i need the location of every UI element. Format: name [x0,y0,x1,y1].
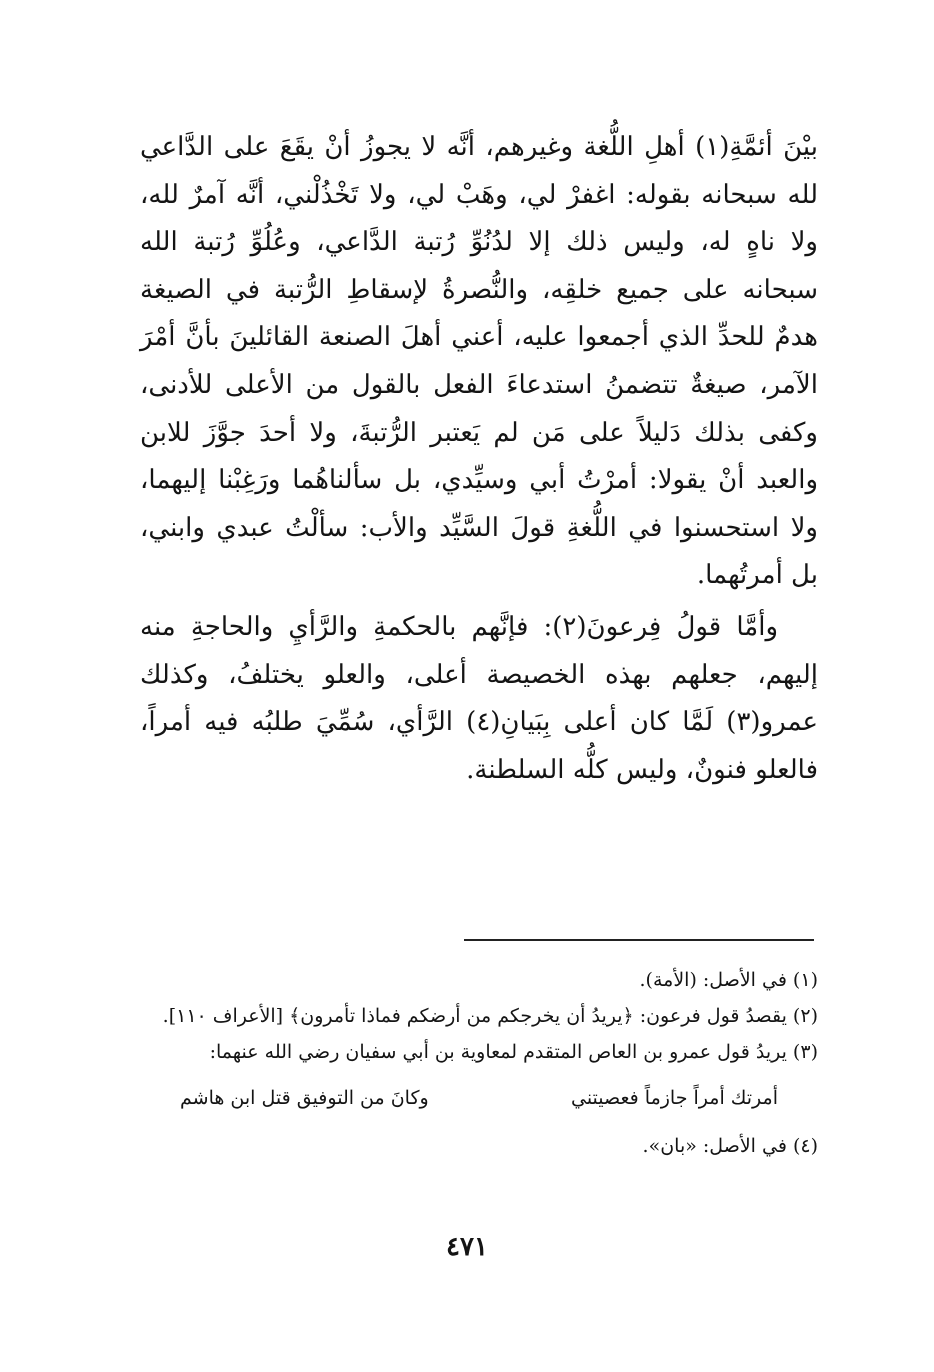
footnote-1: (١) في الأصل: (الأمة). [639,969,818,991]
footnote-separator [464,939,814,941]
footnotes [140,962,818,1164]
page-number: ٤٧١ [446,1232,488,1262]
footnote-2: (٢) يقصدُ قول فرعون: ﴿يريدُ أن يخرجكم من أرضكم فماذا تأمرون﴾ [الأعراف ١١٠]. [162,1005,818,1027]
paragraph-2: وأمَّا قولُ فِرعونَ(٢): فإنَّهم بالحكمةِ والرَّأيِ والحاجةِ منه إليهم، جعلهم بهذه الخصيصة أعلى، والعلو يختلفُ، وكذلك عمرو(٣) لَمَّا كان أعلى بِبَيانِ(٤) الرَّأي، سُمِّيَ طلبُه فيه أمراً، فالعلو فنونٌ، وليس كلُّه السلطنة. [140,611,819,785]
footnote-4: (٤) في الأصل: «بان». [642,1135,818,1157]
footnote-3: (٣) يريدُ قول عمرو بن العاص المتقدم لمعاوية بن أبي سفيان رضي الله عنهما: [209,1041,818,1063]
main-text [140,124,818,794]
paragraph-1: بيْنَ أئمَّةِ(١) أهلِ اللُّغة وغيرهم، أنَّه لا يجوزُ أنْ يقَعَ على الدَّاعي لله سبحانه بقوله: اغفرْ لي، وهَبْ لي، ولا تَخْذُلْني، أنَّه آمرٌ لله، ولا ناهٍ له، وليس ذلك إلا لدُنُوِّ رُتبة الدَّاعي، وعُلُوِّ رُتبة الله سبحانه على جميع خلقِه، والنُّصرةُ لإسقاطِ الرُّتبة في الصيغة هدمٌ للحدِّ الذي أجمعوا عليه، أعني أهلَ الصنعة القائلينَ بأنَّ أمْرَ الآمر، صيغةٌ تتضمنُ استدعاءَ الفعل بالقول من الأعلى للأدنى، وكفى بذلك دَليلاً على مَن لم يَعتبر الرُّتبةَ، ولا أحدَ جوَّزَ للابن والعبد أنْ يقولا: أمرْتُ أبي وسيِّدي، بل سألناهُما ورَغِبْنا إليهما، ولا استحسنوا في اللُّغةِ قولَ السَّيِّد والأب: سألْتُ عبدي وابني، بل أمرتُهما. [140,132,819,591]
poetry-verse [180,1080,778,1116]
verse-first-hemistich: أمرتك أمراً جازماً فعصيتني [570,1087,778,1109]
verse-second-hemistich: وكانَ من التوفيق قتل ابن هاشم [180,1087,429,1109]
